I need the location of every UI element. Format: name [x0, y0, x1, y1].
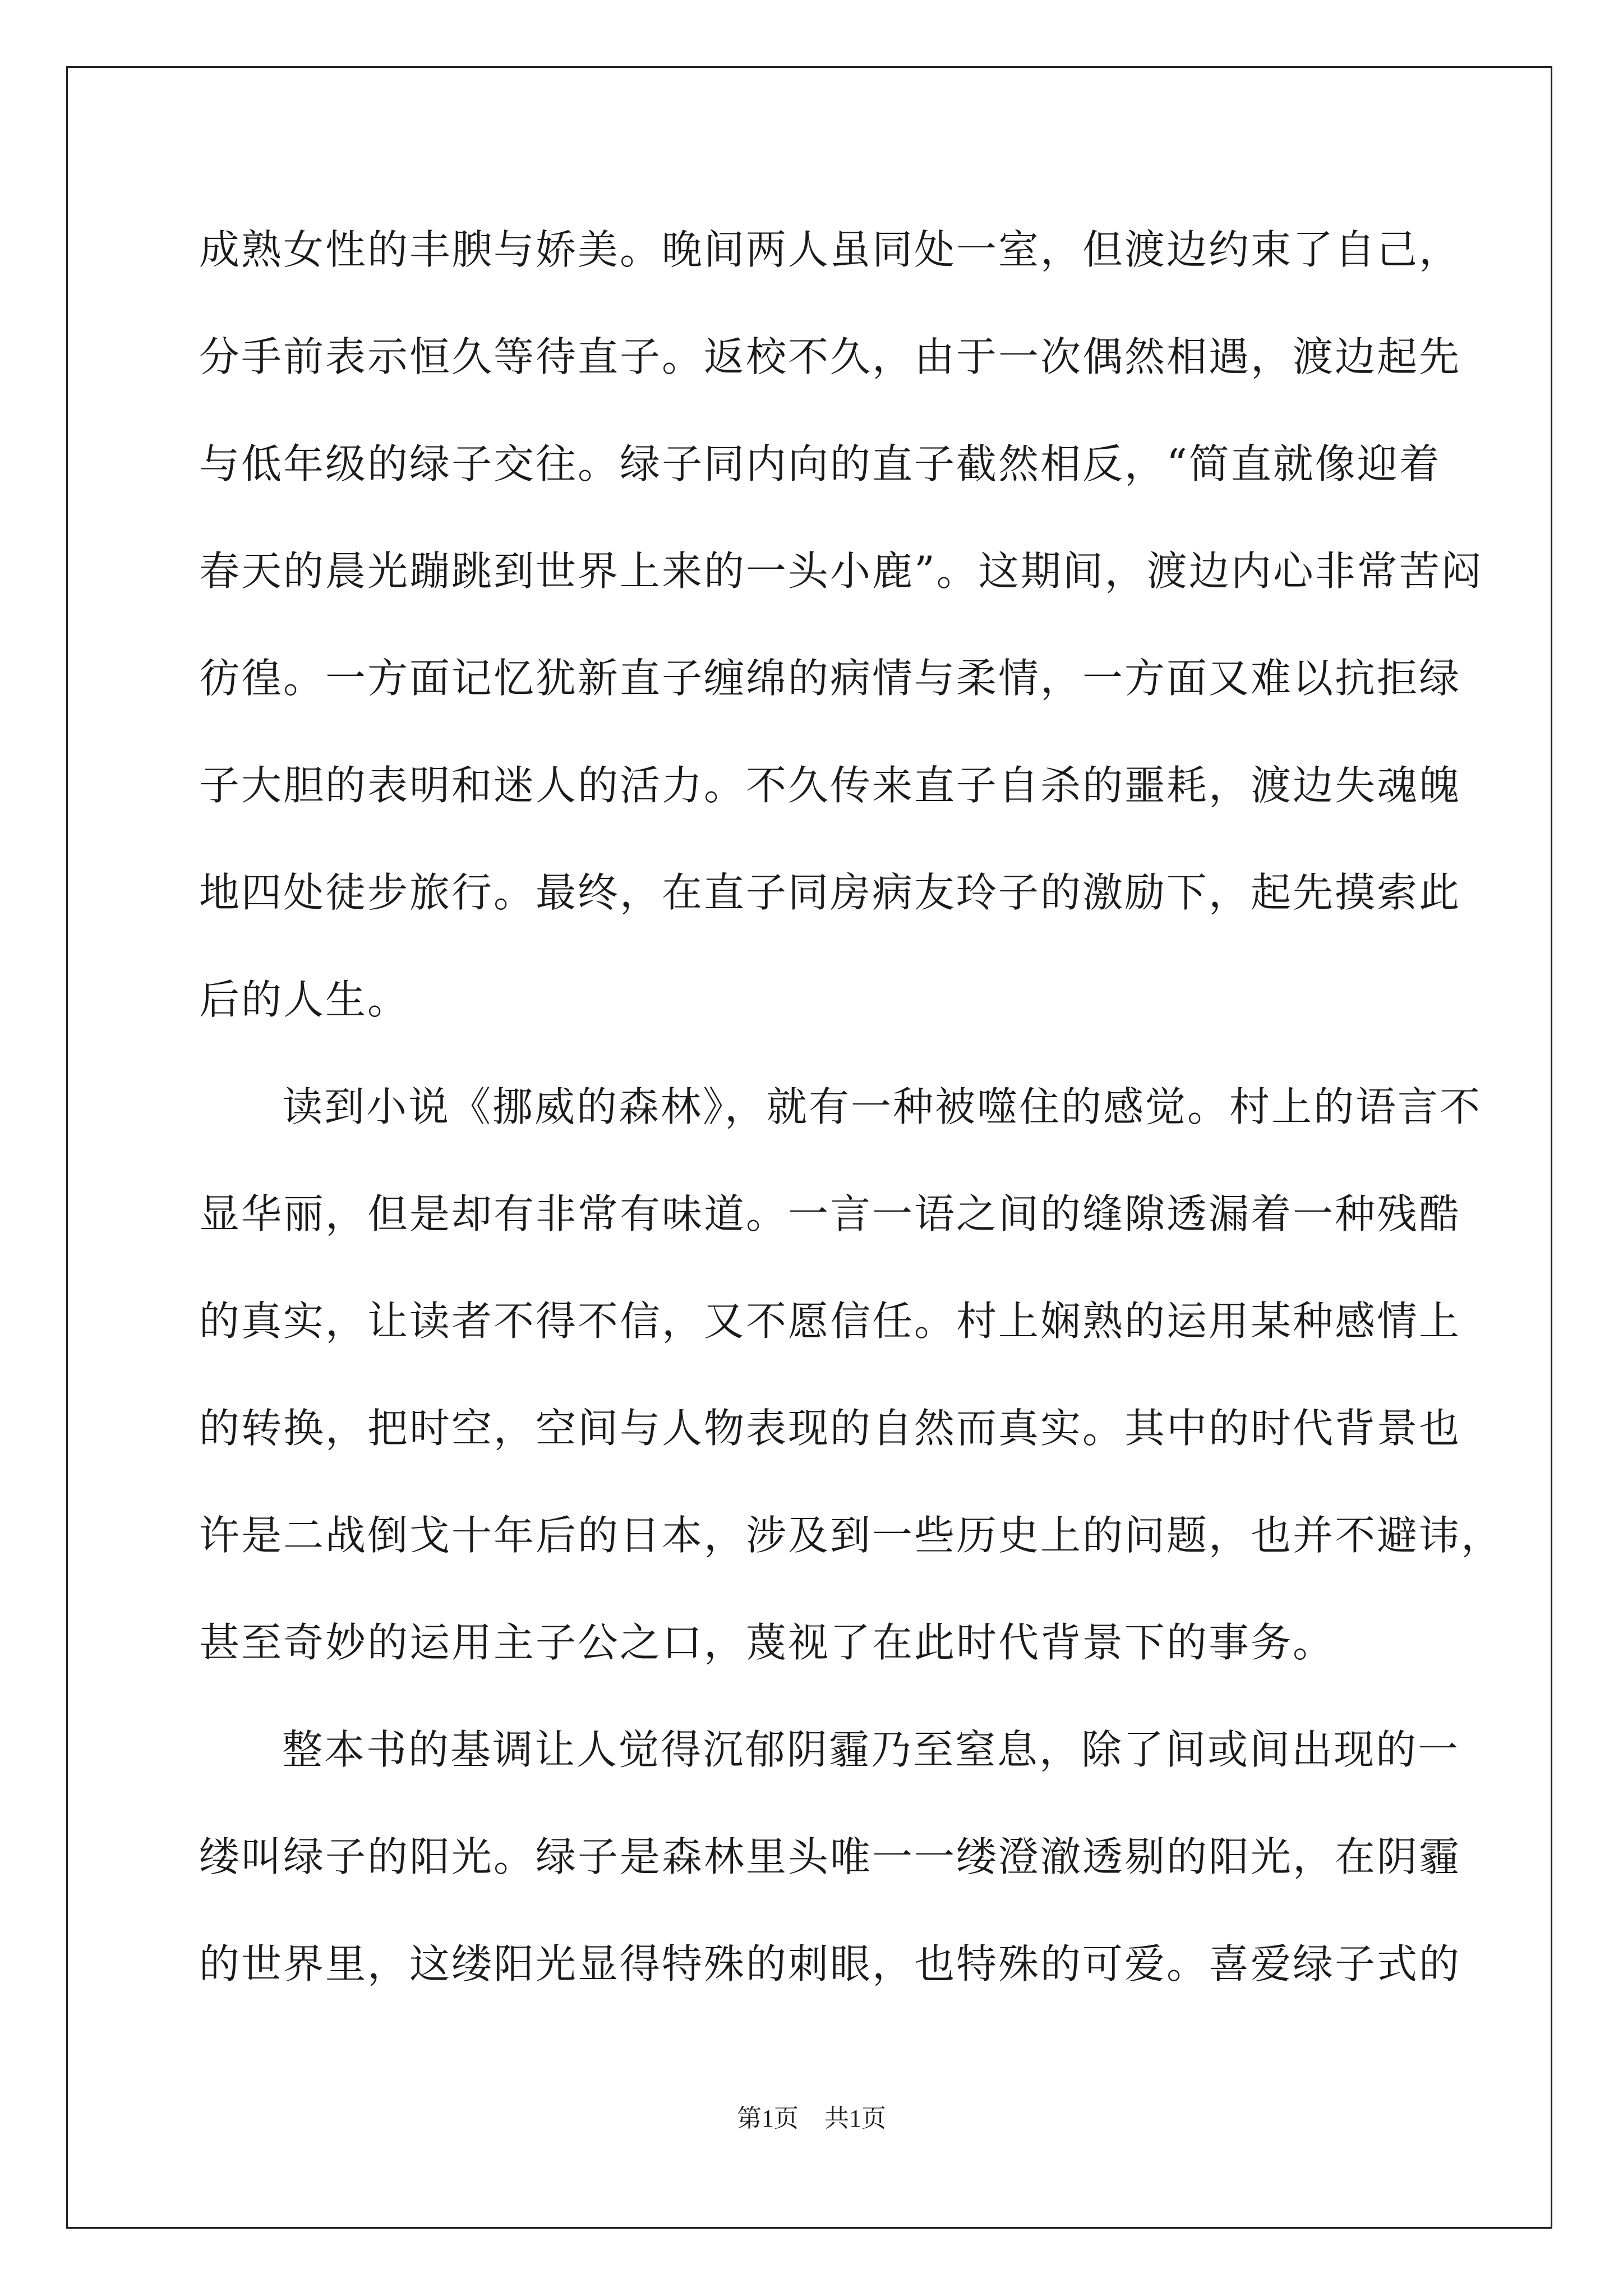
text-line-10: 显华丽，但是却有非常有味道。一言一语之间的缝隙透漏着一种残酷	[199, 1190, 1461, 1237]
page-number-current: 第1页	[737, 2105, 799, 2132]
page-footer	[0, 2098, 1623, 2134]
text-line-16: 缕叫绿子的阳光。绿子是森林里头唯一一缕澄澈透剔的阳光，在阴霾	[199, 1833, 1461, 1880]
text-line-15: 整本书的基调让人觉得沉郁阴霾乃至窒息，除了间或间出现的一	[282, 1726, 1460, 1773]
text-line-7: 地四处徒步旅行。最终，在直子同房病友玲子的激励下，起先摸索此	[199, 869, 1461, 916]
text-line-5: 彷徨。一方面记忆犹新直子缠绵的病情与柔情，一方面又难以抗拒绿	[199, 655, 1461, 702]
document-body	[199, 196, 1504, 2018]
text-line-1: 成熟女性的丰腴与娇美。晚间两人虽同处一室，但渡边约束了自己，	[199, 226, 1461, 273]
text-line-2: 分手前表示恒久等待直子。返校不久，由于一次偶然相遇，渡边起先	[199, 333, 1461, 380]
text-line-14: 甚至奇妙的运用主子公之口，蔑视了在此时代背景下的事务。	[199, 1619, 1335, 1666]
text-line-4: 春天的晨光蹦跳到世界上来的一头小鹿”。这期间，渡边内心非常苦闷	[199, 547, 1483, 595]
page-number-total: 共1页	[824, 2105, 886, 2132]
text-line-9: 读到小说《挪威的森林》，就有一种被噬住的感觉。村上的语言不	[282, 1083, 1482, 1130]
text-line-13: 许是二战倒戈十年后的日本，涉及到一些历史上的问题，也并不避讳，	[199, 1512, 1504, 1559]
text-line-6: 子大胆的表明和迷人的活力。不久传来直子自杀的噩耗，渡边失魂魄	[199, 762, 1461, 809]
text-line-11: 的真实，让读者不得不信，又不愿信任。村上娴熟的运用某种感情上	[199, 1297, 1461, 1345]
text-line-8: 后的人生。	[199, 976, 410, 1023]
text-line-17: 的世界里，这缕阳光显得特殊的刺眼，也特殊的可爱。喜爱绿子式的	[199, 1940, 1461, 1987]
text-line-12: 的转换，把时空，空间与人物表现的自然而真实。其中的时代背景也	[199, 1405, 1461, 1452]
text-line-3: 与低年级的绿子交往。绿子同内向的直子截然相反，“简直就像迎着	[199, 440, 1441, 487]
